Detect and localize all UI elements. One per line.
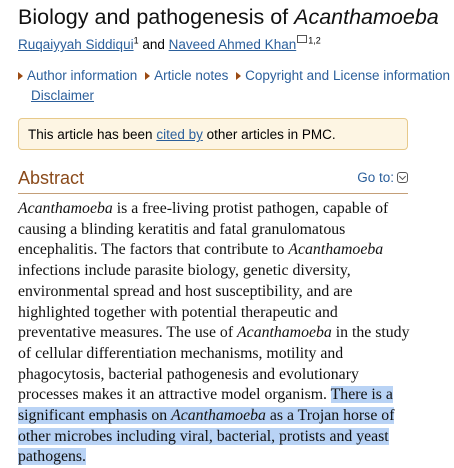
abstract-italic-term: Acanthamoeba (288, 241, 384, 259)
article-notes-label: Article notes (154, 68, 229, 83)
copyright-license-toggle[interactable] (236, 68, 450, 83)
copyright-license-label: Copyright and License information (245, 68, 451, 83)
author-affiliation-sup: 1 (133, 35, 139, 46)
cited-by-notice (18, 118, 408, 150)
article-title-text: Biology and pathogenesis of (18, 5, 295, 29)
abstract-text (18, 199, 414, 468)
abstract-text-segment: is a free-living protist pathogen, capable of causing a blinding keratitis and fatal granulomatous encephalitis. The factors that contribute to (18, 200, 389, 259)
triangle-right-icon (18, 72, 23, 80)
selected-text-segment[interactable]: as a Trojan horse of other microbes including viral, bacterial, protists and yeast pathogens. (18, 407, 395, 466)
author-affiliation-sup: 1,2 (308, 35, 321, 46)
author-information-label: Author information (27, 68, 138, 83)
selected-italic-term[interactable]: Acanthamoeba (171, 407, 266, 425)
triangle-right-icon (236, 72, 241, 80)
article-title (18, 4, 439, 30)
author-separator: and (138, 37, 169, 52)
abstract-header (18, 167, 408, 194)
chevron-down-icon[interactable] (397, 172, 408, 183)
abstract-italic-term: Acanthamoeba (237, 324, 332, 342)
article-info-links (18, 67, 454, 85)
goto-menu[interactable] (357, 169, 408, 187)
author-link-siddiqui[interactable]: Ruqaiyyah Siddiqui (18, 37, 134, 52)
abstract-text-segment: in the study of cellular differentiation mechanisms, motility and phagocytosis, bacterial pathogenesis and evolutionary processes makes it an attractive model organism. (18, 324, 410, 404)
triangle-right-icon (145, 72, 150, 80)
author-list (18, 36, 321, 54)
notice-text (28, 127, 336, 143)
abstract-heading: Abstract (18, 168, 85, 188)
notice-suffix: other articles in PMC. (202, 127, 336, 142)
author-information-toggle[interactable] (18, 68, 137, 83)
abstract-text-segment: infections include parasite biology, genetic diversity, environmental spread and host susceptibility, and are highlighted together with potential therapeutic and preventative measures. The use of (18, 262, 353, 342)
article-title-italic: Acanthamoeba (294, 5, 439, 29)
envelope-icon[interactable] (297, 35, 307, 43)
article-notes-toggle[interactable] (145, 68, 228, 83)
cited-by-link[interactable]: cited by (156, 127, 203, 142)
goto-label: Go to: (357, 170, 394, 185)
author-link-khan[interactable]: Naveed Ahmed Khan (168, 37, 297, 52)
abstract-italic-term: Acanthamoeba (18, 200, 113, 217)
disclaimer-link[interactable]: Disclaimer (31, 88, 95, 103)
selected-text-segment[interactable]: There is a significant emphasis on (18, 386, 393, 425)
notice-prefix: This article has been (28, 127, 157, 142)
